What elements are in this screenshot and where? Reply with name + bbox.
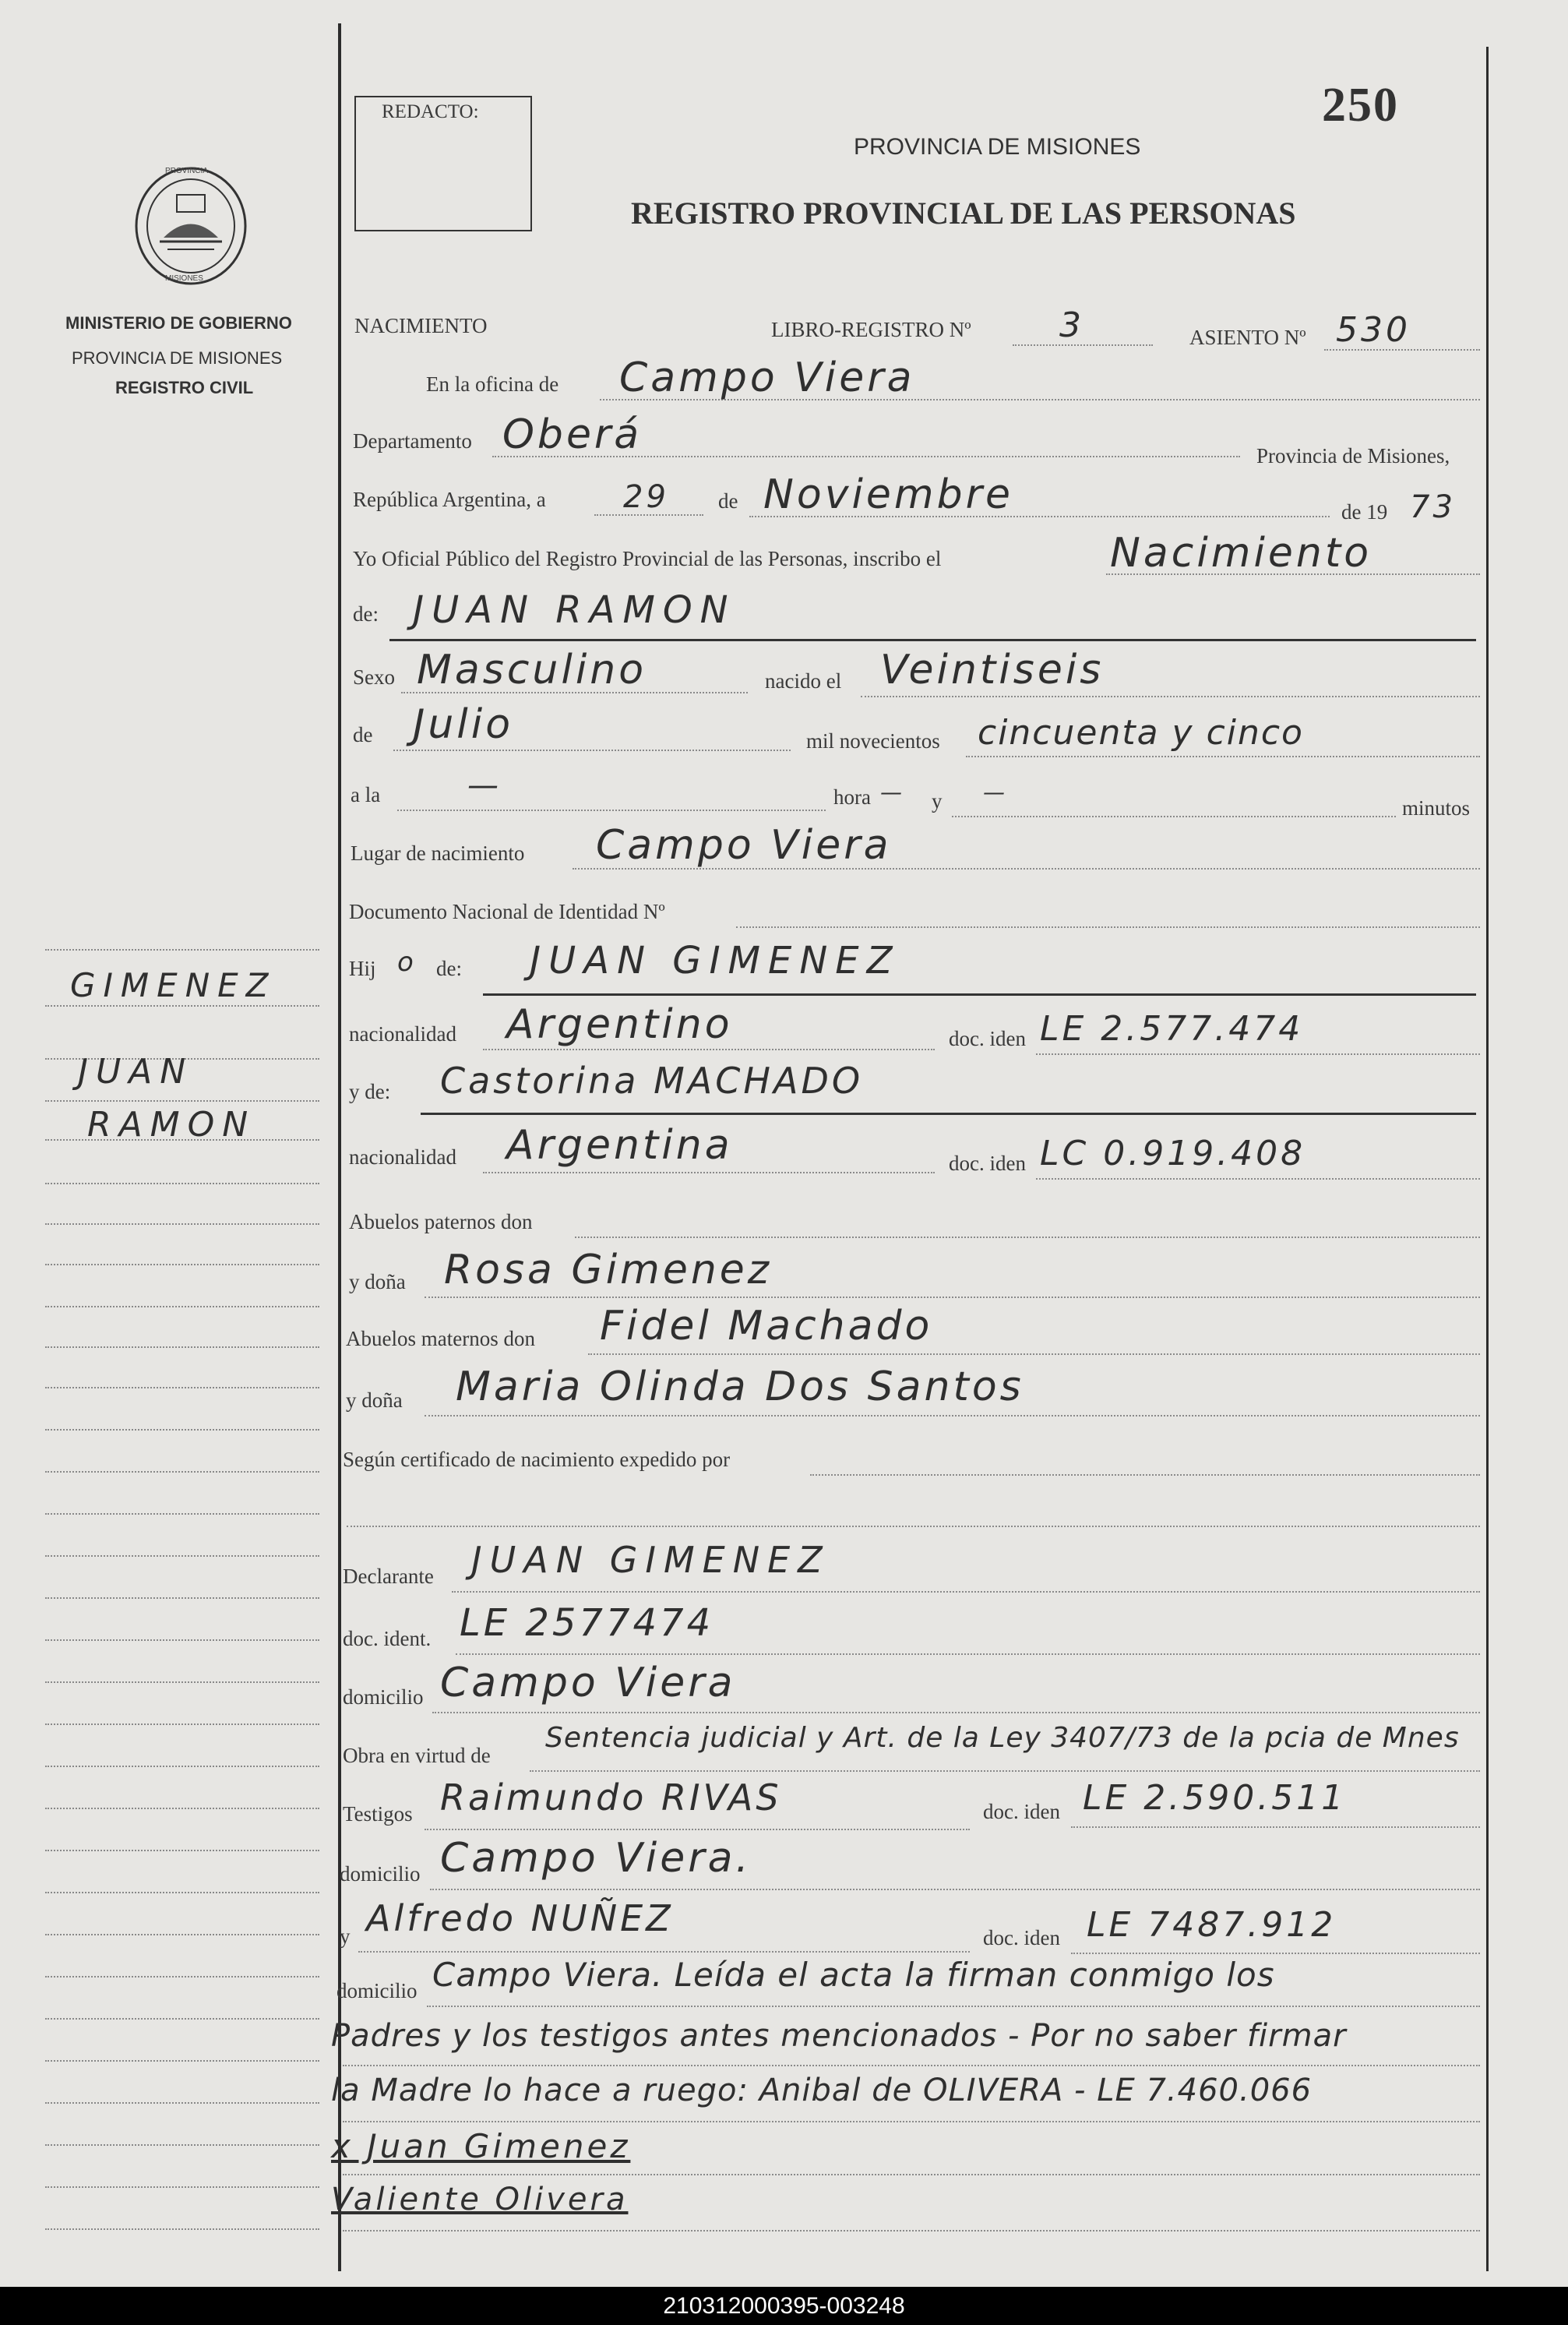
mil-novecientos-label: mil novecientos	[806, 729, 940, 753]
de-mes-nac-label: de	[353, 723, 373, 746]
firma2-line	[343, 2230, 1480, 2232]
sexo-value: Masculino	[417, 647, 647, 693]
domicilio-declarante-value: Campo Viera	[440, 1660, 736, 1706]
nacimiento-label: NACIMIENTO	[354, 314, 488, 337]
domicilio-declarante-line	[432, 1712, 1480, 1713]
testigo2-line	[358, 1951, 970, 1953]
declarante-value: JUAN GIMENEZ	[471, 1539, 830, 1581]
margin-line	[45, 2186, 319, 2188]
registro-civil-label: REGISTRO CIVIL	[115, 378, 254, 397]
hijo-label: Hij	[349, 957, 376, 980]
nacionalidad-padre-value: Argentino	[506, 1001, 733, 1048]
nacionalidad-padre-line	[483, 1049, 935, 1050]
seal-bottom-text: MISIONES	[165, 274, 203, 283]
hora-value: —	[880, 779, 905, 805]
abuelo-materno-line	[588, 1353, 1480, 1355]
mes-nac-line	[393, 750, 791, 751]
seal-top-text: PROVINCIA	[165, 167, 209, 175]
nombre-line	[389, 639, 1476, 641]
hijo-de-label: de:	[436, 957, 462, 980]
margin-line	[45, 2144, 319, 2146]
margin-line	[45, 1100, 319, 1102]
testigos-label: Testigos	[343, 1802, 413, 1826]
hora-label: hora	[833, 785, 871, 809]
margin-line	[45, 1513, 319, 1515]
abuela-materna-value: Maria Olinda Dos Santos	[456, 1364, 1024, 1410]
minutos-label: minutos	[1402, 796, 1471, 820]
margin-line	[45, 1639, 319, 1641]
domicilio-declarante-label: domicilio	[343, 1685, 424, 1709]
dia-value: 29	[623, 479, 669, 515]
departamento-value: Oberá	[502, 411, 643, 458]
testigo1-value: Raimundo RIVAS	[440, 1776, 782, 1819]
margin-line	[45, 1597, 319, 1599]
libro-label: LIBRO-REGISTRO Nº	[771, 318, 971, 341]
de-nombre-label: de:	[353, 602, 379, 626]
doc-madre-line	[1036, 1178, 1480, 1180]
oficina-value: Campo Viera	[619, 355, 915, 401]
provincia-misiones-label: Provincia de Misiones,	[1256, 444, 1450, 467]
doc-testigo1-value: LE 2.590.511	[1083, 1778, 1347, 1818]
lugar-value: Campo Viera	[596, 822, 892, 869]
minutos-line	[952, 816, 1396, 817]
margin-line	[45, 2018, 319, 2020]
obra-value: Sentencia judicial y Art. de la Ley 3407/73 de la pcia de Mnes	[545, 1722, 1460, 1754]
domicilio-testigo2-value: Campo Viera. Leída el acta la firman conmigo los	[432, 1956, 1275, 1994]
doc-iden-testigo1-label: doc. iden	[983, 1800, 1060, 1823]
obra-label: Obra en virtud de	[343, 1744, 491, 1767]
segun-certificado-label: Según certificado de nacimiento expedido por	[343, 1448, 731, 1471]
margin-line	[45, 1183, 319, 1184]
tipo-value: Nacimiento	[1110, 530, 1372, 577]
y-de-label: y de:	[349, 1080, 391, 1103]
segun-line-1	[810, 1474, 1480, 1476]
nacionalidad-padre-label: nacionalidad	[349, 1022, 456, 1046]
libro-value: 3	[1059, 305, 1084, 345]
nota1-line	[343, 2065, 1480, 2066]
provincial-seal-icon	[129, 164, 253, 292]
oficina-label: En la oficina de	[426, 372, 559, 396]
obra-line	[530, 1770, 1480, 1772]
domicilio-testigo1-value: Campo Viera.	[440, 1835, 752, 1882]
abuela-paterna-line	[425, 1297, 1480, 1298]
nacido-el-value: Veintiseis	[880, 647, 1105, 693]
margin-line	[45, 1264, 319, 1265]
abuela-materna-line	[425, 1415, 1480, 1417]
sexo-label: Sexo	[353, 665, 395, 689]
folio-number: 250	[1322, 79, 1399, 132]
doc-padre-value: LE 2.577.474	[1040, 1009, 1304, 1049]
anio-nac-line	[966, 756, 1480, 757]
a-la-label: a la	[351, 783, 381, 806]
firma1-value: x Juan Gimenez	[331, 2127, 631, 2165]
nota1-value: Padres y los testigos antes mencionados - Por no saber firmar	[331, 2018, 1347, 2054]
margin-nombre-2: RAMON	[87, 1105, 256, 1145]
margin-nombre-1: JUAN	[78, 1052, 194, 1092]
doc-testigo2-value: LE 7487.912	[1087, 1905, 1337, 1945]
domicilio-testigo1-line	[430, 1889, 1480, 1890]
ministerio-label: MINISTERIO DE GOBIERNO	[65, 313, 292, 333]
dni-label: Documento Nacional de Identidad Nº	[349, 900, 665, 923]
padre-value: JUAN GIMENEZ	[530, 939, 900, 983]
margin-line	[45, 1723, 319, 1725]
y-dona-materna-label: y doña	[346, 1388, 403, 1412]
margin-line	[45, 2102, 319, 2104]
y-testigo2-label: y	[340, 1925, 351, 1948]
margin-line	[45, 1681, 319, 1683]
provincia-heading: PROVINCIA DE MISIONES	[854, 134, 1141, 160]
margin-line	[45, 1429, 319, 1431]
image-id-footer: 210312000395-003248	[0, 2287, 1568, 2325]
nota2-line	[343, 2121, 1480, 2122]
departamento-label: Departamento	[353, 429, 472, 453]
abuelos-paternos-label: Abuelos paternos don	[349, 1210, 533, 1233]
doc-madre-value: LC 0.919.408	[1040, 1134, 1306, 1173]
domicilio-testigo1-label: domicilio	[340, 1862, 421, 1886]
firma1-line	[343, 2174, 1480, 2175]
margin-line	[45, 1892, 319, 1893]
margin-line	[45, 1306, 319, 1307]
margin-line	[45, 1850, 319, 1851]
nacido-el-line	[861, 696, 1480, 697]
redacto-label: REDACTO:	[382, 101, 479, 122]
provincia-label: PROVINCIA DE MISIONES	[72, 348, 283, 368]
de-mes-label: de	[718, 489, 738, 513]
firma2-value: Valiente Olivera	[331, 2182, 629, 2217]
doc-iden-padre-label: doc. iden	[949, 1027, 1026, 1050]
nombre-value: JUAN RAMON	[413, 588, 736, 632]
registro-heading: REGISTRO PROVINCIAL DE LAS PERSONAS	[631, 196, 1296, 231]
anio-nac-value: cincuenta y cinco	[978, 713, 1304, 753]
de19-label: de 19	[1341, 500, 1388, 524]
doc-iden-madre-label: doc. iden	[949, 1152, 1026, 1175]
margin-line	[45, 1555, 319, 1557]
hijo-sufijo: o	[397, 947, 417, 978]
doc-testigo2-line	[1071, 1953, 1480, 1954]
y-hora-label: y	[932, 789, 943, 813]
padre-line	[483, 993, 1476, 996]
lugar-label: Lugar de nacimiento	[351, 841, 525, 865]
minutos-value: —	[983, 779, 1008, 805]
domicilio-testigo2-line	[427, 2006, 1480, 2007]
doc-iden-testigo2-label: doc. iden	[983, 1926, 1060, 1949]
margin-line	[45, 1346, 319, 1348]
nacido-el-label: nacido el	[765, 669, 842, 693]
madre-line	[421, 1113, 1476, 1115]
yo-oficial-label: Yo Oficial Público del Registro Provincial de las Personas, inscribo el	[353, 547, 942, 570]
nacionalidad-madre-value: Argentina	[506, 1122, 733, 1169]
mes-value: Noviembre	[763, 471, 1013, 518]
margin-line	[45, 1005, 319, 1007]
asiento-value: 530	[1336, 310, 1411, 350]
nota2-value: la Madre lo hace a ruego: Anibal de OLIVERA - LE 7.460.066	[331, 2073, 1313, 2108]
abuelo-materno-value: Fidel Machado	[600, 1303, 933, 1349]
margin-line	[45, 1387, 319, 1388]
margin-line	[45, 2060, 319, 2062]
doc-declarante-line	[456, 1653, 1480, 1655]
republica-label: República Argentina, a	[353, 488, 546, 511]
declarante-line	[452, 1591, 1480, 1593]
abuelo-paterno-line	[575, 1237, 1480, 1238]
margin-apellido: GIMENEZ	[70, 966, 277, 1004]
margin-line	[45, 1976, 319, 1977]
segun-line-2	[347, 1526, 1480, 1527]
a-la-line	[397, 810, 826, 811]
margin-line	[45, 1808, 319, 1809]
a-la-dash: —	[467, 767, 502, 803]
mes-nac-value: Julio	[413, 701, 514, 748]
margin-line	[45, 1471, 319, 1473]
abuelos-maternos-label: Abuelos maternos don	[346, 1327, 535, 1350]
doc-declarante-value: LE 2577474	[460, 1601, 714, 1645]
y-dona-paterna-label: y doña	[349, 1270, 406, 1293]
abuela-paterna-value: Rosa Gimenez	[444, 1247, 773, 1293]
testigo2-value: Alfredo NUÑEZ	[366, 1897, 674, 1939]
margin-line	[45, 949, 319, 951]
margin-line	[45, 1934, 319, 1935]
right-border-line	[1486, 47, 1489, 2271]
margin-line	[45, 2228, 319, 2230]
doc-ident-declarante-label: doc. ident.	[343, 1627, 432, 1650]
margin-line	[45, 1223, 319, 1225]
doc-testigo1-line	[1071, 1826, 1480, 1828]
dni-line	[736, 926, 1480, 928]
margin-line	[45, 1766, 319, 1767]
testigo1-line	[425, 1829, 970, 1830]
declarante-label: Declarante	[343, 1565, 434, 1588]
nacionalidad-madre-line	[483, 1172, 935, 1173]
domicilio-testigo2-label: domicilio	[337, 1979, 418, 2002]
anio-value: 73	[1410, 489, 1456, 525]
nacionalidad-madre-label: nacionalidad	[349, 1145, 456, 1169]
asiento-label: ASIENTO Nº	[1189, 326, 1306, 349]
doc-padre-line	[1036, 1053, 1480, 1055]
madre-value: Castorina MACHADO	[440, 1060, 864, 1102]
